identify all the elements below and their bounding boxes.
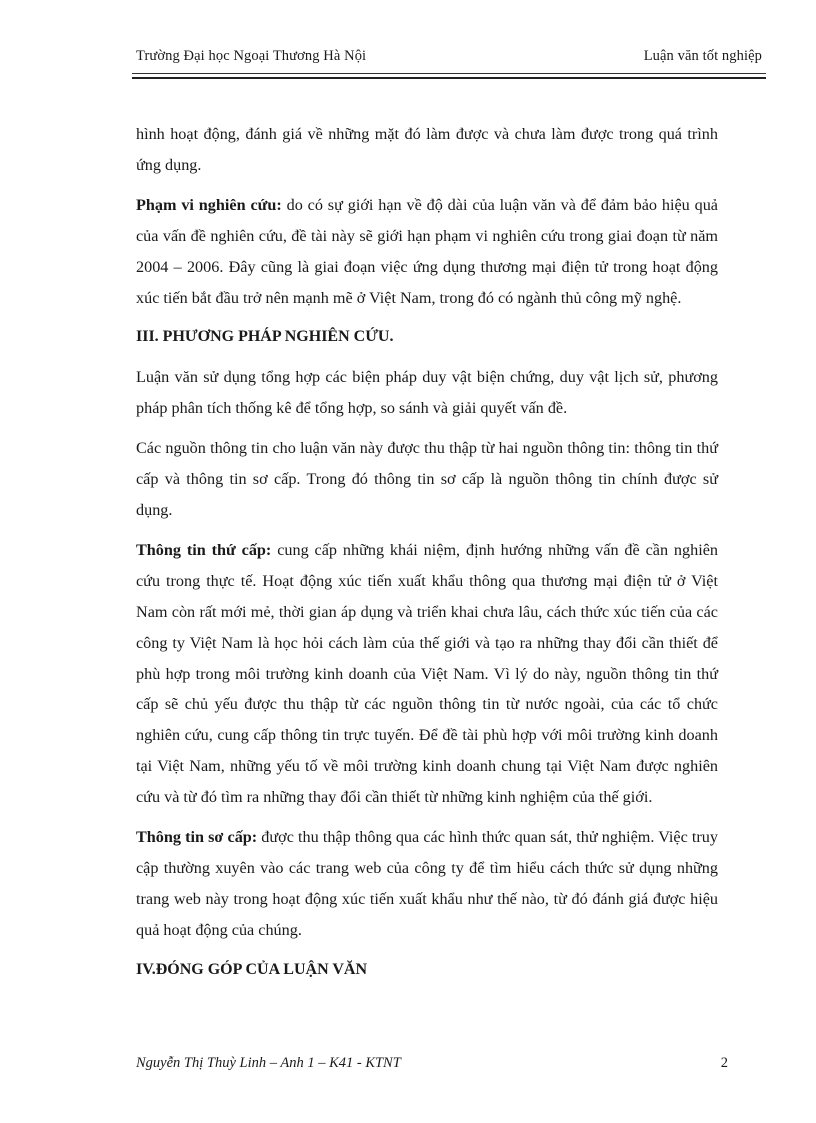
paragraph-primary xyxy=(136,822,718,946)
paragraph-scope xyxy=(136,190,718,314)
header-rule-thick xyxy=(132,77,766,79)
section-heading-methods: III. PHƯƠNG PHÁP NGHIÊN CỨU. xyxy=(136,328,394,346)
footer-author: Nguyễn Thị Thuỳ Linh – Anh 1 – K41 - KTNT xyxy=(136,1055,401,1071)
header-doc-type: Luận văn tốt nghiệp xyxy=(643,48,762,64)
header-school: Trường Đại học Ngoại Thương Hà Nội xyxy=(136,48,367,64)
secondary-text: cung cấp những khái niệm, định hướng những vấn đề cần nghiên cứu trong thực tế. Hoạt động xúc tiến xuất khẩu thông qua thương mại điện tử ở Việt Nam còn rất mới mẻ, thời gian áp dụng và triển khai chưa lâu, cách thức xúc tiến của các công ty Việt Nam là học hỏi cách làm của thế giới và tạo ra những thay đổi cần thiết để phù hợp trong môi trường kinh doanh của Việt Nam. Vì lý do này, nguồn thông tin thứ cấp sẽ chủ yếu được thu thập từ các nguồn thông tin từ nước ngoài, của các tổ chức nghiên cứu, cung cấp thông tin trực tuyến. Để đề tài phù hợp với môi trường kinh doanh tại Việt Nam, những yếu tố về môi trường kinh doanh chung tại Việt Nam được nghiên cứu và từ đó tìm ra những thay đổi cần thiết từ những kinh nghiệm của thế giới. xyxy=(136,540,718,807)
paragraph-methods: Luận văn sử dụng tổng hợp các biện pháp duy vật biện chứng, duy vật lịch sử, phương pháp phân tích thống kê để tổng hợp, so sánh và giải quyết vấn đề. xyxy=(136,368,718,418)
page-header xyxy=(136,48,762,65)
paragraph-1: hình hoạt động, đánh giá về những mặt đó làm được và chưa làm được trong quá trình ứng dụng. xyxy=(136,125,718,174)
paragraph-sources: Các nguồn thông tin cho luận văn này được thu thập từ hai nguồn thông tin: thông tin thứ cấp và thông tin sơ cấp. Trong đó thông tin sơ cấp là nguồn thông tin chính được sử dụng. xyxy=(136,439,718,519)
scope-label: Phạm vi nghiên cứu: xyxy=(136,195,282,214)
page-footer xyxy=(136,1055,728,1072)
primary-label: Thông tin sơ cấp: xyxy=(136,828,258,847)
document-body xyxy=(136,119,718,995)
secondary-label: Thông tin thứ cấp: xyxy=(136,540,272,559)
page-number: 2 xyxy=(720,1055,728,1071)
header-rule-thin xyxy=(132,73,766,74)
section-heading-contribution: IV.ĐÓNG GÓP CỦA LUẬN VĂN xyxy=(136,960,367,978)
scope-text: do có sự giới hạn về độ dài của luận văn và để đảm bảo hiệu quả của vấn đề nghiên cứu, đề tài này sẽ giới hạn phạm vi nghiên cứu trong giai đoạn từ năm 2004 – 2006. Đây cũng là giai đoạn việc ứng dụng thương mại điện tử trong hoạt động xúc tiến bắt đầu trở nên mạnh mẽ ở Việt Nam, trong đó có ngành thủ công mỹ nghệ. xyxy=(136,195,718,307)
paragraph-secondary xyxy=(136,535,718,813)
primary-text: được thu thập thông qua các hình thức quan sát, thử nghiệm. Việc truy cập thường xuyên vào các trang web của công ty để tìm hiểu cách thức sử dụng những trang web này trong hoạt động xúc tiến xuất khẩu như thế nào, từ đó đánh giá được hiệu quả hoạt động của chúng. xyxy=(136,828,718,939)
